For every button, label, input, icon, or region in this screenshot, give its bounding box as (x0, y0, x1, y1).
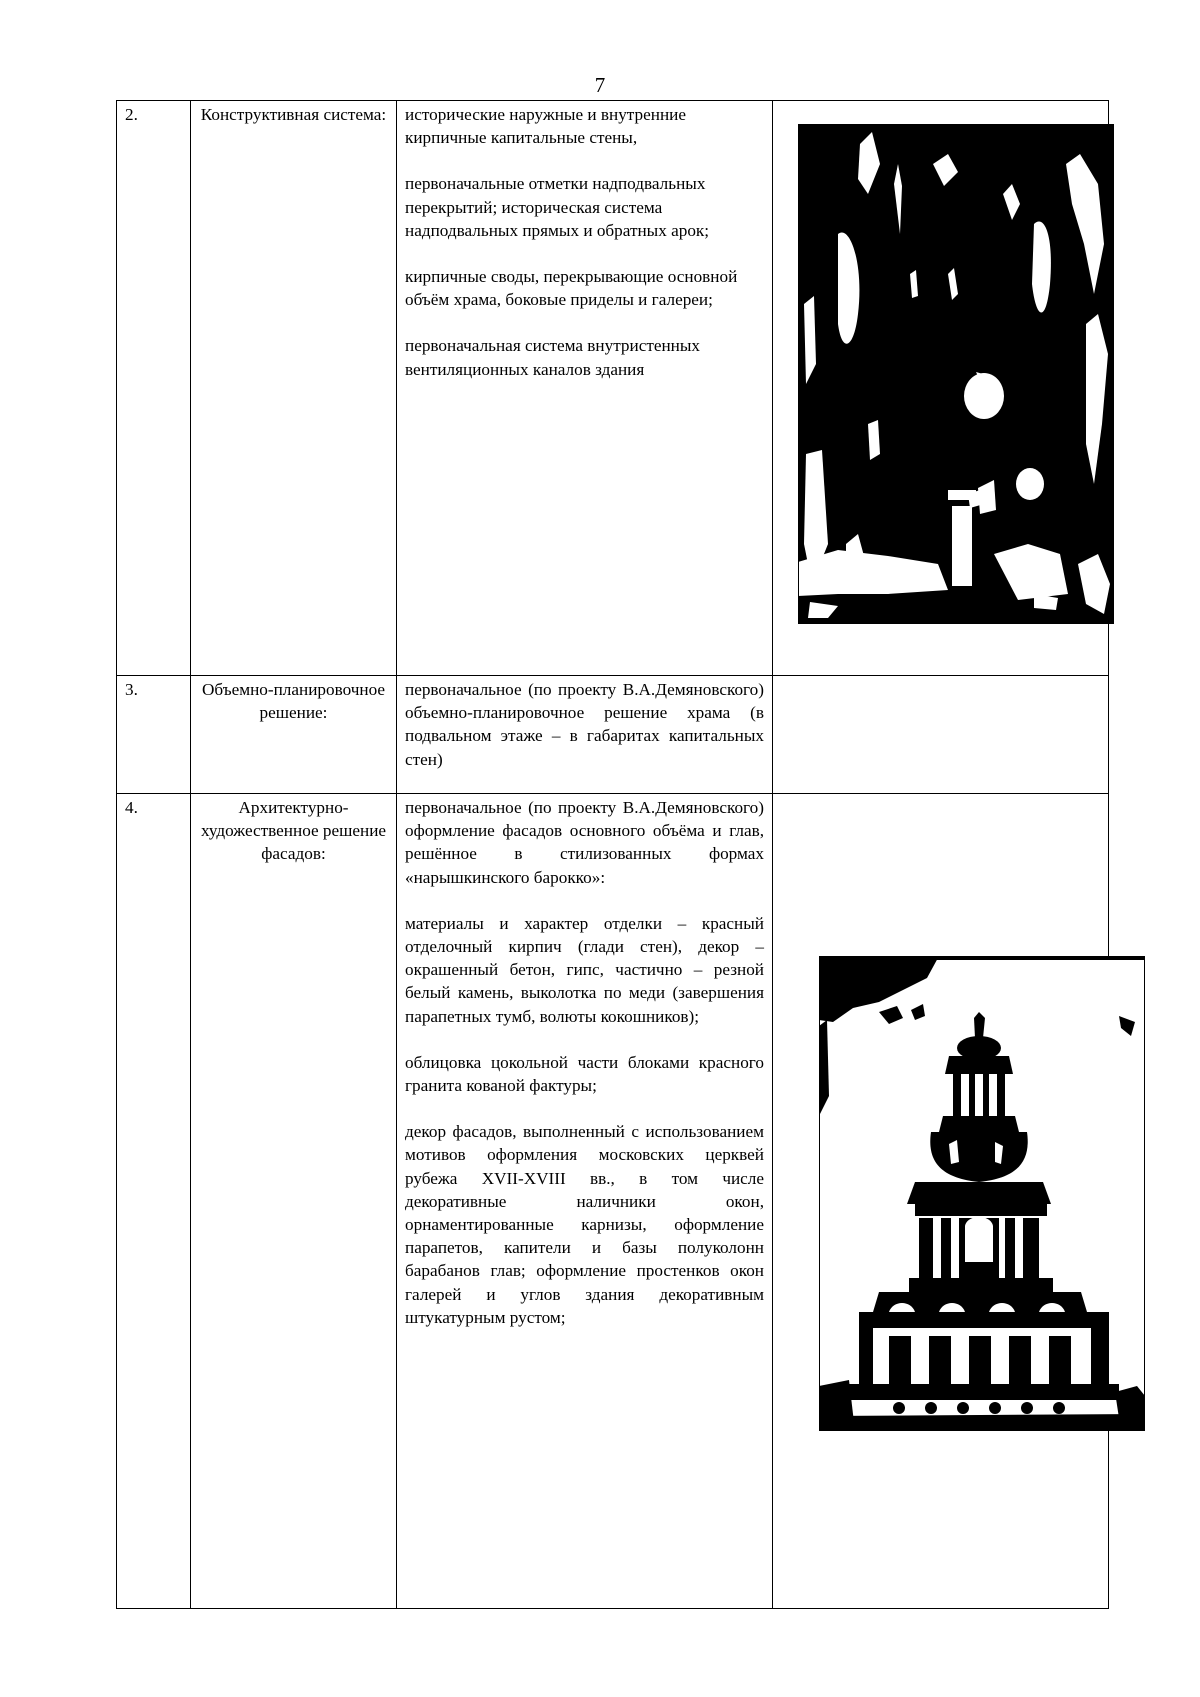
row-photo-cell (773, 101, 1109, 676)
row-description (397, 794, 773, 1609)
description-paragraph: кирпичные своды, перекрывающие основной объём храма, боковые приделы и галереи; (405, 267, 738, 310)
row-photo-cell (773, 794, 1109, 1609)
page-number: 7 (594, 73, 606, 97)
row-title: Архитектурно-художественное решение фасадов: (191, 794, 397, 1609)
description-paragraph: декор фасадов, выполненный с использованием мотивов оформления московских церквей рубежа XVII-XVIII вв., в том числе декоративные наличники окон, орнаментированные карнизы, оформление парапетов, капители и базы полуколонн барабанов глав; оформление простенков окон галерей и углов здания декоративным штукатурным рустом; (405, 1122, 764, 1327)
interior-photo (798, 124, 1114, 624)
church-dome-photo (819, 956, 1145, 1431)
table-row (117, 794, 1109, 1609)
row-number: 3. (117, 676, 191, 794)
row-title: Объемно-планировочное решение: (191, 676, 397, 794)
row-number: 2. (117, 101, 191, 676)
row-number: 4. (117, 794, 191, 1609)
table-row (117, 101, 1109, 676)
description-paragraph: первоначальное (по проекту В.А.Демяновского) оформление фасадов основного объёма и глав, решённое в стилизованных формах «нарышкинского барокко»: (405, 798, 764, 887)
description-paragraph: первоначальные отметки надподвальных перекрытий; историческая система надподвальных прямых и обратных арок; (405, 174, 710, 240)
row-description (397, 676, 773, 794)
table-row (117, 676, 1109, 794)
description-paragraph: материалы и характер отделки – красный отделочный кирпич (глади стен), декор – окрашенный бетон, гипс, частично – резной белый камень, выколотка по меди (завершения парапетных тумб, волюты кокошников); (405, 913, 764, 1026)
description-paragraph: облицовка цокольной части блоками красного гранита кованой фактуры; (405, 1052, 764, 1096)
description-paragraph: первоначальная система внутристенных вентиляционных каналов здания (405, 336, 701, 379)
row-photo-cell (773, 676, 1109, 794)
monument-subject-table (116, 100, 1109, 1609)
row-title: Конструктивная система: (191, 101, 397, 676)
description-paragraph: исторические наружные и внутренние кирпичные капитальные стены, (405, 105, 686, 148)
description-paragraph: первоначальное (по проекту В.А.Демяновского) объемно-планировочное решение храма (в подвальном этаже – в габаритах капитальных стен) (405, 680, 764, 769)
row-description (397, 101, 773, 676)
